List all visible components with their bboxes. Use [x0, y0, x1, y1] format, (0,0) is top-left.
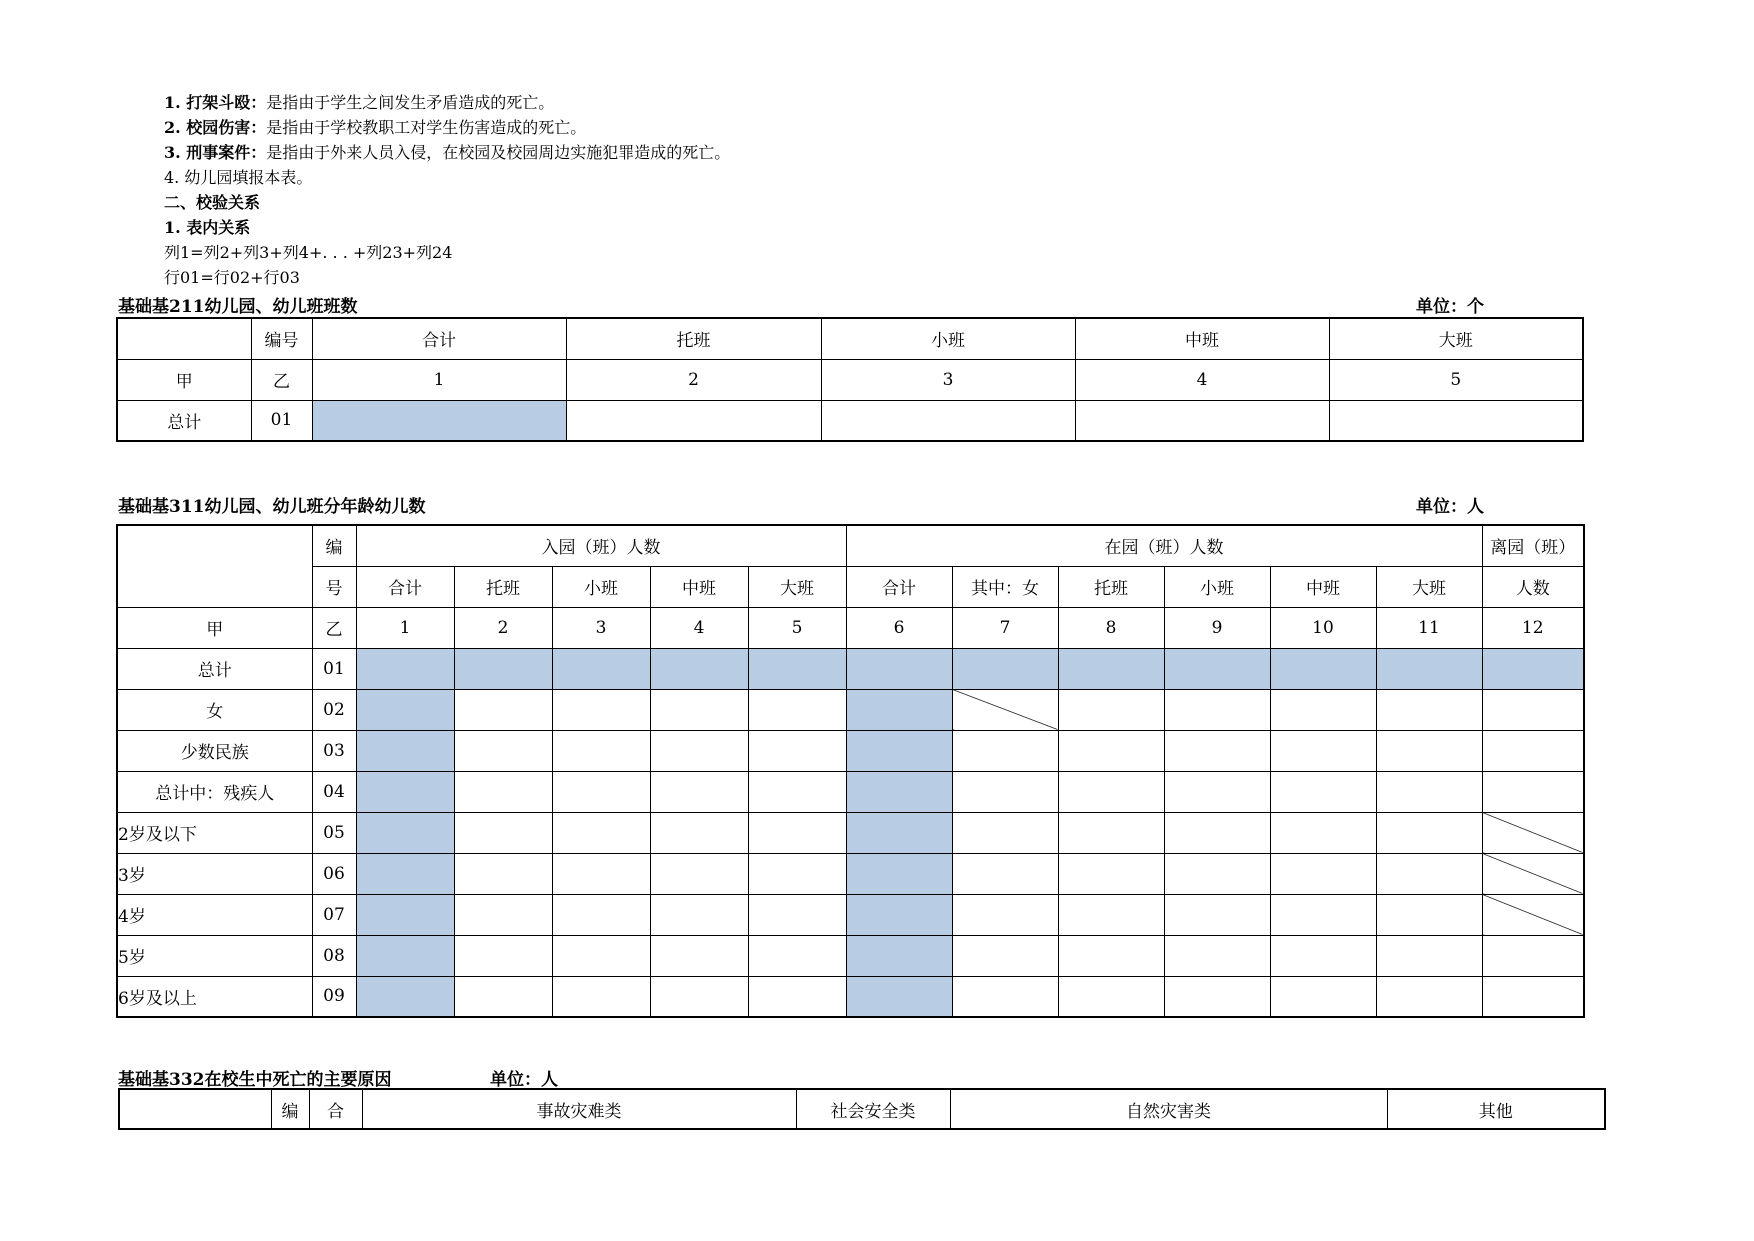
- table2-row: [117, 812, 1584, 853]
- table2-sub-header: 中班: [650, 566, 748, 607]
- computed-cell: [846, 812, 952, 853]
- input-cell[interactable]: [1075, 400, 1329, 441]
- table2-row: [117, 935, 1584, 976]
- disabled-cell: [1482, 812, 1584, 853]
- disabled-cell: [1482, 894, 1584, 935]
- table3: [118, 1088, 1606, 1130]
- input-cell[interactable]: [1058, 935, 1164, 976]
- table1-title: 基础基211幼儿园、幼儿班班数: [118, 297, 358, 317]
- table3-header-natural-disaster: 自然灾害类: [950, 1089, 1387, 1129]
- note-2-text: 是指由于学校教职工对学生伤害造成的死亡。: [266, 118, 587, 137]
- input-cell[interactable]: [1058, 976, 1164, 1017]
- table1-index-cell: 5: [1329, 359, 1583, 400]
- table1-index-cell: 乙: [251, 359, 312, 400]
- input-cell[interactable]: [552, 730, 650, 771]
- table1-header-blank: [117, 318, 251, 359]
- computed-cell: [846, 730, 952, 771]
- input-cell[interactable]: [454, 812, 552, 853]
- table2-sub-header: 小班: [552, 566, 650, 607]
- table1-index-cell: 甲: [117, 359, 251, 400]
- table3-header-blank: [119, 1089, 271, 1129]
- table2-code-bottom: 号: [312, 566, 356, 607]
- table1-index-row: [117, 359, 1583, 400]
- input-cell[interactable]: [454, 894, 552, 935]
- input-cell[interactable]: [1376, 894, 1482, 935]
- input-cell[interactable]: [748, 812, 846, 853]
- table1-header-code: 编号: [251, 318, 312, 359]
- input-cell[interactable]: [552, 812, 650, 853]
- input-cell[interactable]: [1482, 771, 1584, 812]
- note-2-label: 2. 校园伤害：: [164, 118, 267, 137]
- input-cell[interactable]: [1164, 689, 1270, 730]
- table2-index-cell: 6: [846, 607, 952, 648]
- input-cell[interactable]: [650, 812, 748, 853]
- input-cell[interactable]: [650, 771, 748, 812]
- input-cell[interactable]: [1058, 894, 1164, 935]
- computed-cell: [356, 812, 454, 853]
- row-code: 02: [312, 689, 356, 730]
- table1-row: [117, 400, 1583, 441]
- input-cell[interactable]: [1376, 730, 1482, 771]
- computed-cell: [846, 894, 952, 935]
- row-label: 6岁及以上: [117, 976, 312, 1017]
- table2-sub-header: 大班: [1376, 566, 1482, 607]
- table3-header-social-security: 社会安全类: [796, 1089, 950, 1129]
- computed-cell: [846, 771, 952, 812]
- table2-sub-header: 小班: [1164, 566, 1270, 607]
- computed-cell: [748, 648, 846, 689]
- input-cell[interactable]: [952, 935, 1058, 976]
- computed-cell: [1482, 648, 1584, 689]
- row-code: 08: [312, 935, 356, 976]
- input-cell[interactable]: [1482, 689, 1584, 730]
- input-cell[interactable]: [748, 730, 846, 771]
- computed-cell: [1270, 648, 1376, 689]
- table2-index-cell: 4: [650, 607, 748, 648]
- table1-index-cell: 4: [1075, 359, 1329, 400]
- input-cell[interactable]: [1376, 689, 1482, 730]
- input-cell[interactable]: [1164, 976, 1270, 1017]
- input-cell[interactable]: [1058, 771, 1164, 812]
- computed-cell: [356, 730, 454, 771]
- note-1-text: 是指由于学生之间发生矛盾造成的死亡。: [266, 93, 555, 112]
- input-cell[interactable]: [552, 771, 650, 812]
- input-cell[interactable]: [952, 812, 1058, 853]
- input-cell[interactable]: [650, 935, 748, 976]
- table2-index-cell: 11: [1376, 607, 1482, 648]
- row-label: 少数民族: [117, 730, 312, 771]
- rule-columns: 列1=列2+列3+列4+. . . +列23+列24: [164, 243, 453, 262]
- table1-index-cell: 3: [821, 359, 1075, 400]
- input-cell[interactable]: [454, 771, 552, 812]
- table2-index-cell: 7: [952, 607, 1058, 648]
- table2-group-leave-top: 离园（班）: [1482, 525, 1584, 566]
- subsection-heading: 1. 表内关系: [164, 218, 251, 237]
- table2-group-enter: 入园（班）人数: [356, 525, 846, 566]
- input-cell[interactable]: [1164, 853, 1270, 894]
- computed-cell: [846, 689, 952, 730]
- input-cell[interactable]: [1164, 771, 1270, 812]
- computed-cell: [312, 400, 566, 441]
- note-3-label: 3. 刑事案件：: [164, 143, 267, 162]
- note-3-text: 是指由于外来人员入侵，在校园及校园周边实施犯罪造成的死亡。: [266, 143, 731, 162]
- disabled-cell: [1482, 853, 1584, 894]
- table1-header-small: 小班: [821, 318, 1075, 359]
- input-cell[interactable]: [1270, 853, 1376, 894]
- input-cell[interactable]: [1376, 853, 1482, 894]
- input-cell[interactable]: [748, 894, 846, 935]
- table2-index-cell: 乙: [312, 607, 356, 648]
- table1-index-cell: 2: [566, 359, 821, 400]
- note-1: [164, 93, 554, 113]
- input-cell[interactable]: [552, 935, 650, 976]
- input-cell[interactable]: [1482, 730, 1584, 771]
- table2-unit: 单位：人: [1416, 497, 1484, 517]
- computed-cell: [650, 648, 748, 689]
- table3-header-total: 合: [309, 1089, 362, 1129]
- input-cell[interactable]: [1058, 853, 1164, 894]
- input-cell[interactable]: [952, 730, 1058, 771]
- input-cell[interactable]: [1164, 935, 1270, 976]
- computed-cell: [1376, 648, 1482, 689]
- input-cell[interactable]: [1164, 894, 1270, 935]
- table2-row: [117, 689, 1584, 730]
- input-cell[interactable]: [748, 853, 846, 894]
- table2-group-in: 在园（班）人数: [846, 525, 1482, 566]
- input-cell[interactable]: [552, 689, 650, 730]
- input-cell[interactable]: [650, 894, 748, 935]
- row-label: 5岁: [117, 935, 312, 976]
- table2-index-cell: 甲: [117, 607, 312, 648]
- computed-cell: [846, 648, 952, 689]
- disabled-cell: [952, 689, 1058, 730]
- row-code: 04: [312, 771, 356, 812]
- input-cell[interactable]: [1270, 812, 1376, 853]
- note-4: 4. 幼儿园填报本表。: [164, 168, 313, 187]
- table2: [116, 524, 1585, 1018]
- input-cell[interactable]: [454, 853, 552, 894]
- table2-group-leave-bottom: 人数: [1482, 566, 1584, 607]
- table2-row: [117, 648, 1584, 689]
- input-cell[interactable]: [552, 853, 650, 894]
- computed-cell: [454, 648, 552, 689]
- input-cell[interactable]: [650, 976, 748, 1017]
- input-cell[interactable]: [454, 730, 552, 771]
- table3-unit: 单位：人: [490, 1070, 558, 1090]
- row-code: 06: [312, 853, 356, 894]
- row-label: 总计: [117, 400, 251, 441]
- input-cell[interactable]: [1376, 771, 1482, 812]
- table2-sub-header: 大班: [748, 566, 846, 607]
- input-cell[interactable]: [1164, 812, 1270, 853]
- computed-cell: [356, 689, 454, 730]
- table2-row: [117, 730, 1584, 771]
- input-cell[interactable]: [1270, 689, 1376, 730]
- input-cell[interactable]: [1058, 689, 1164, 730]
- table2-sub-header: 中班: [1270, 566, 1376, 607]
- row-code: 07: [312, 894, 356, 935]
- table2-sub-header: 合计: [356, 566, 454, 607]
- table2-sub-header: 合计: [846, 566, 952, 607]
- table2-index-cell: 9: [1164, 607, 1270, 648]
- input-cell[interactable]: [1482, 935, 1584, 976]
- table2-index-cell: 2: [454, 607, 552, 648]
- table2-row: [117, 976, 1584, 1017]
- input-cell[interactable]: [454, 976, 552, 1017]
- input-cell[interactable]: [454, 689, 552, 730]
- row-label: 总计: [117, 648, 312, 689]
- table1-header-total: 合计: [312, 318, 566, 359]
- table3-header-code: 编: [271, 1089, 309, 1129]
- input-cell[interactable]: [748, 689, 846, 730]
- computed-cell: [846, 853, 952, 894]
- computed-cell: [846, 976, 952, 1017]
- input-cell[interactable]: [1270, 771, 1376, 812]
- table2-row: [117, 853, 1584, 894]
- table2-index-cell: 10: [1270, 607, 1376, 648]
- row-code: 01: [251, 400, 312, 441]
- table2-index-cell: 1: [356, 607, 454, 648]
- input-cell[interactable]: [1164, 730, 1270, 771]
- note-2: [164, 118, 586, 138]
- input-cell[interactable]: [1058, 730, 1164, 771]
- input-cell[interactable]: [1270, 894, 1376, 935]
- input-cell[interactable]: [552, 894, 650, 935]
- table1-header-large: 大班: [1329, 318, 1583, 359]
- computed-cell: [846, 935, 952, 976]
- input-cell[interactable]: [748, 935, 846, 976]
- row-label: 女: [117, 689, 312, 730]
- input-cell[interactable]: [952, 771, 1058, 812]
- table2-row: [117, 771, 1584, 812]
- input-cell[interactable]: [552, 976, 650, 1017]
- table2-title: 基础基311幼儿园、幼儿班分年龄幼儿数: [118, 497, 426, 517]
- table2-index-cell: 12: [1482, 607, 1584, 648]
- input-cell[interactable]: [821, 400, 1075, 441]
- input-cell[interactable]: [1058, 812, 1164, 853]
- input-cell[interactable]: [1376, 812, 1482, 853]
- row-label: 2岁及以下: [117, 812, 312, 853]
- table2-sub-header: 托班: [454, 566, 552, 607]
- input-cell[interactable]: [1482, 976, 1584, 1017]
- input-cell[interactable]: [566, 400, 821, 441]
- table2-sub-header-row: [117, 566, 1584, 607]
- table1-header-middle: 中班: [1075, 318, 1329, 359]
- row-label: 3岁: [117, 853, 312, 894]
- row-code: 03: [312, 730, 356, 771]
- section-heading: 二、校验关系: [164, 193, 261, 212]
- input-cell[interactable]: [952, 853, 1058, 894]
- computed-cell: [356, 935, 454, 976]
- table2-header-blank: [117, 525, 312, 607]
- table1-header-nursery: 托班: [566, 318, 821, 359]
- rule-rows: 行01=行02+行03: [164, 268, 300, 287]
- input-cell[interactable]: [1376, 976, 1482, 1017]
- table1: [116, 317, 1584, 442]
- table3-header-accident: 事故灾难类: [362, 1089, 796, 1129]
- computed-cell: [356, 976, 454, 1017]
- table2-index-row: [117, 607, 1584, 648]
- computed-cell: [356, 853, 454, 894]
- input-cell[interactable]: [650, 730, 748, 771]
- table1-index-cell: 1: [312, 359, 566, 400]
- note-3: [164, 143, 730, 163]
- computed-cell: [356, 648, 454, 689]
- row-label: 总计中：残疾人: [117, 771, 312, 812]
- table2-index-cell: 8: [1058, 607, 1164, 648]
- note-1-label: 1. 打架斗殴：: [164, 93, 267, 112]
- input-cell[interactable]: [1270, 730, 1376, 771]
- table2-sub-header: 托班: [1058, 566, 1164, 607]
- input-cell[interactable]: [650, 689, 748, 730]
- input-cell[interactable]: [1376, 935, 1482, 976]
- computed-cell: [1058, 648, 1164, 689]
- input-cell[interactable]: [952, 976, 1058, 1017]
- input-cell[interactable]: [650, 853, 748, 894]
- table2-sub-header: 其中：女: [952, 566, 1058, 607]
- computed-cell: [356, 771, 454, 812]
- table2-group-header-row: [117, 525, 1584, 566]
- input-cell[interactable]: [748, 771, 846, 812]
- input-cell[interactable]: [454, 935, 552, 976]
- row-code: 09: [312, 976, 356, 1017]
- table3-header-row: [119, 1089, 1605, 1129]
- computed-cell: [552, 648, 650, 689]
- input-cell[interactable]: [1329, 400, 1583, 441]
- input-cell[interactable]: [1270, 935, 1376, 976]
- row-label: 4岁: [117, 894, 312, 935]
- input-cell[interactable]: [952, 894, 1058, 935]
- table2-index-cell: 5: [748, 607, 846, 648]
- table2-code-top: 编: [312, 525, 356, 566]
- row-code: 05: [312, 812, 356, 853]
- computed-cell: [952, 648, 1058, 689]
- row-code: 01: [312, 648, 356, 689]
- table3-title: 基础基332在校生中死亡的主要原因: [118, 1070, 392, 1090]
- table3-header-other: 其他: [1387, 1089, 1605, 1129]
- table1-header-row: [117, 318, 1583, 359]
- input-cell[interactable]: [1270, 976, 1376, 1017]
- table2-row: [117, 894, 1584, 935]
- table2-index-cell: 3: [552, 607, 650, 648]
- computed-cell: [356, 894, 454, 935]
- table1-unit: 单位：个: [1416, 297, 1484, 317]
- computed-cell: [1164, 648, 1270, 689]
- input-cell[interactable]: [748, 976, 846, 1017]
